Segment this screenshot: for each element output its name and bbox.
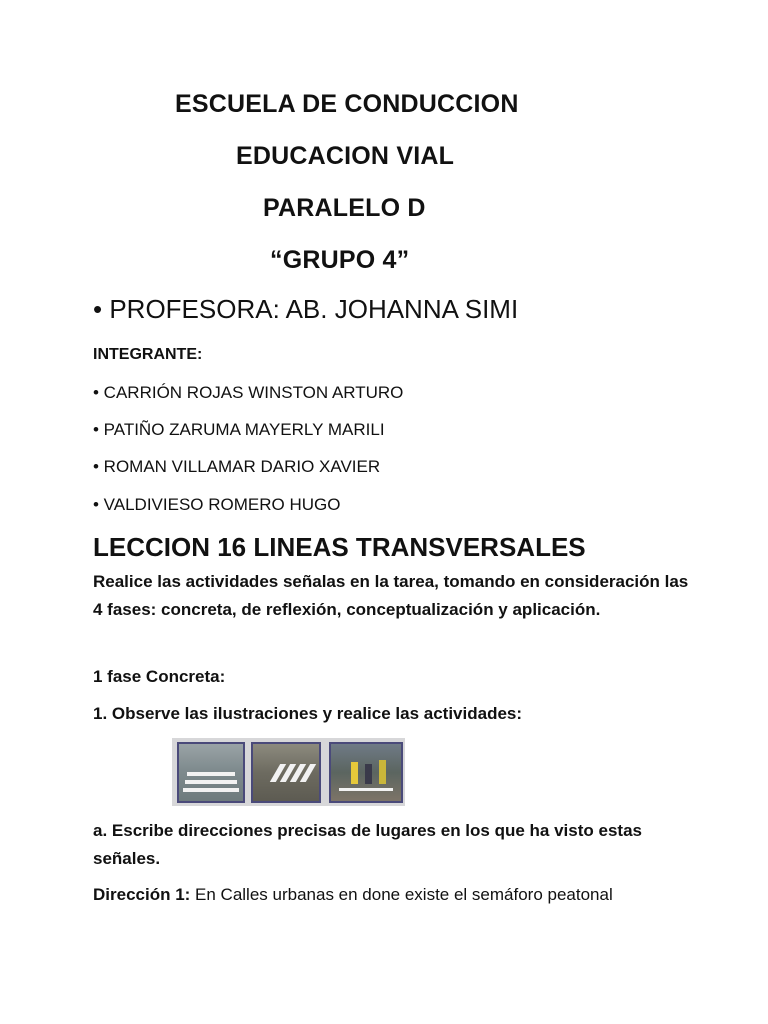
question-a: a. Escribe direcciones precisas de lugares en los que ha visto estas señales. — [93, 821, 642, 868]
pedestrians-photo — [329, 742, 403, 803]
section-title: PARALELO D — [263, 194, 426, 222]
lesson-instructions: Realice las actividades señalas en la tarea, tomando en consideración las 4 fases: concreta, de reflexión, conceptualización y aplicación. — [93, 572, 689, 619]
phase-heading: 1 fase Concreta: — [93, 667, 226, 686]
answer-text: En Calles urbanas en done existe el semáforo peatonal — [190, 885, 613, 904]
group-title: “GRUPO 4” — [270, 246, 410, 274]
school-title: ESCUELA DE CONDUCCION — [175, 90, 519, 118]
crosswalk-illustrations — [172, 738, 405, 806]
member-item: • CARRIÓN ROJAS WINSTON ARTURO — [93, 383, 404, 402]
member-item: • ROMAN VILLAMAR DARIO XAVIER — [93, 457, 381, 476]
teacher-line: • PROFESORA: AB. JOHANNA SIMI — [93, 294, 519, 324]
member-item: • VALDIVIESO ROMERO HUGO — [93, 495, 341, 514]
answer-label: Dirección 1: — [93, 885, 191, 904]
activity-heading: 1. Observe las ilustraciones y realice las actividades: — [93, 704, 523, 723]
answer-1 — [93, 881, 653, 909]
member-item: • PATIÑO ZARUMA MAYERLY MARILI — [93, 420, 385, 439]
crosswalk-photo — [177, 742, 245, 803]
members-label: INTEGRANTE: — [93, 346, 203, 363]
course-title: EDUCACION VIAL — [236, 142, 455, 170]
crosswalk-photo — [251, 742, 321, 803]
lesson-title: LECCION 16 LINEAS TRANSVERSALES — [93, 532, 586, 562]
